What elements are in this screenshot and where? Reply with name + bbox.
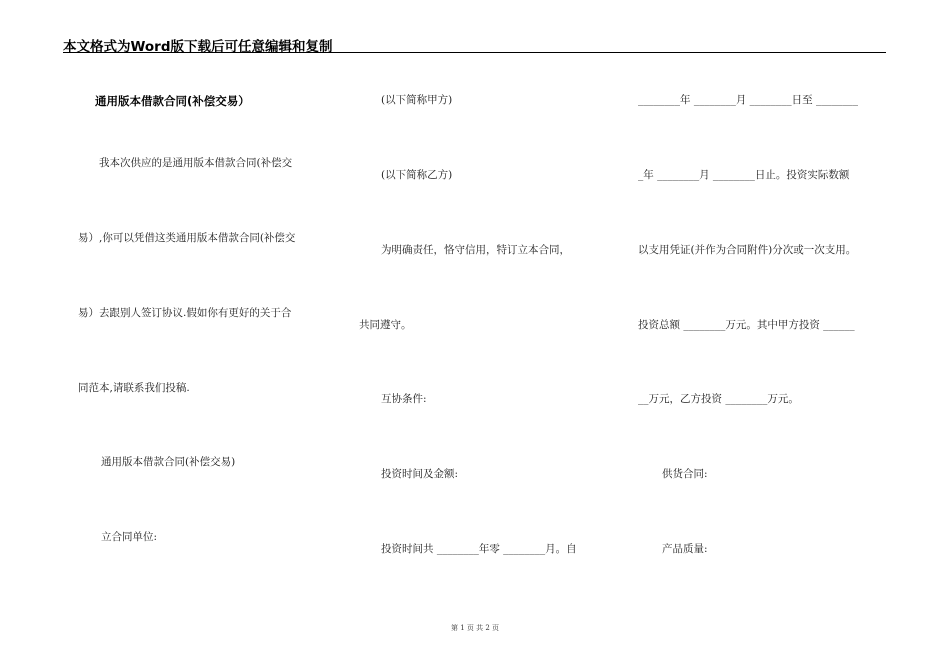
col3-line-6: 供货合同: [662,468,708,480]
col3-line-5: __万元，乙方投资 ________万元。 [638,393,799,405]
col3-line-2: _年 ________月 ________日止。投资实际数额 [638,169,850,181]
page-header: 本文格式为Word版下载后可任意编辑和复制 [63,39,333,55]
page-footer: 第 1 页 共 2 页 [450,624,500,632]
col1-line-3: 易）去跟别人签订协议.假如你有更好的关于合 [78,307,292,319]
col1-line-5: 通用版本借款合同(补偿交易) [101,456,236,468]
col3-line-1: ________年 ________月 ________日至 ________ [638,94,859,106]
col1-line-2: 易）,你可以凭借这类通用版本借款合同(补偿交 [78,232,296,244]
col1-line-1: 我本次供应的是通用版本借款合同(补偿交 [99,157,293,169]
col2-line-1: (以下简称甲方) [381,94,453,106]
col2-line-7: 投资时间共 ________年零 ________月。自 [381,543,577,555]
col1-line-4: 同范本,请联系我们投稿. [78,382,190,394]
col1-line-6: 立合同单位: [101,531,158,543]
col2-line-6: 投资时间及金额: [381,468,459,480]
col2-line-5: 互协条件: [381,393,427,405]
document-title: 通用版本借款合同(补偿交易） [95,94,250,108]
header-divider [63,52,886,53]
col2-line-2: (以下简称乙方) [381,169,453,181]
col3-line-3: 以支用凭证(并作为合同附件)分次或一次支用。 [638,244,857,256]
col3-line-4: 投资总额 ________万元。其中甲方投资 ______ [638,319,855,331]
col2-line-3: 为明确责任，恪守信用，特订立本合同， [381,244,570,256]
col2-line-4: 共同遵守。 [359,319,412,331]
col3-line-7: 产品质量: [662,543,708,555]
